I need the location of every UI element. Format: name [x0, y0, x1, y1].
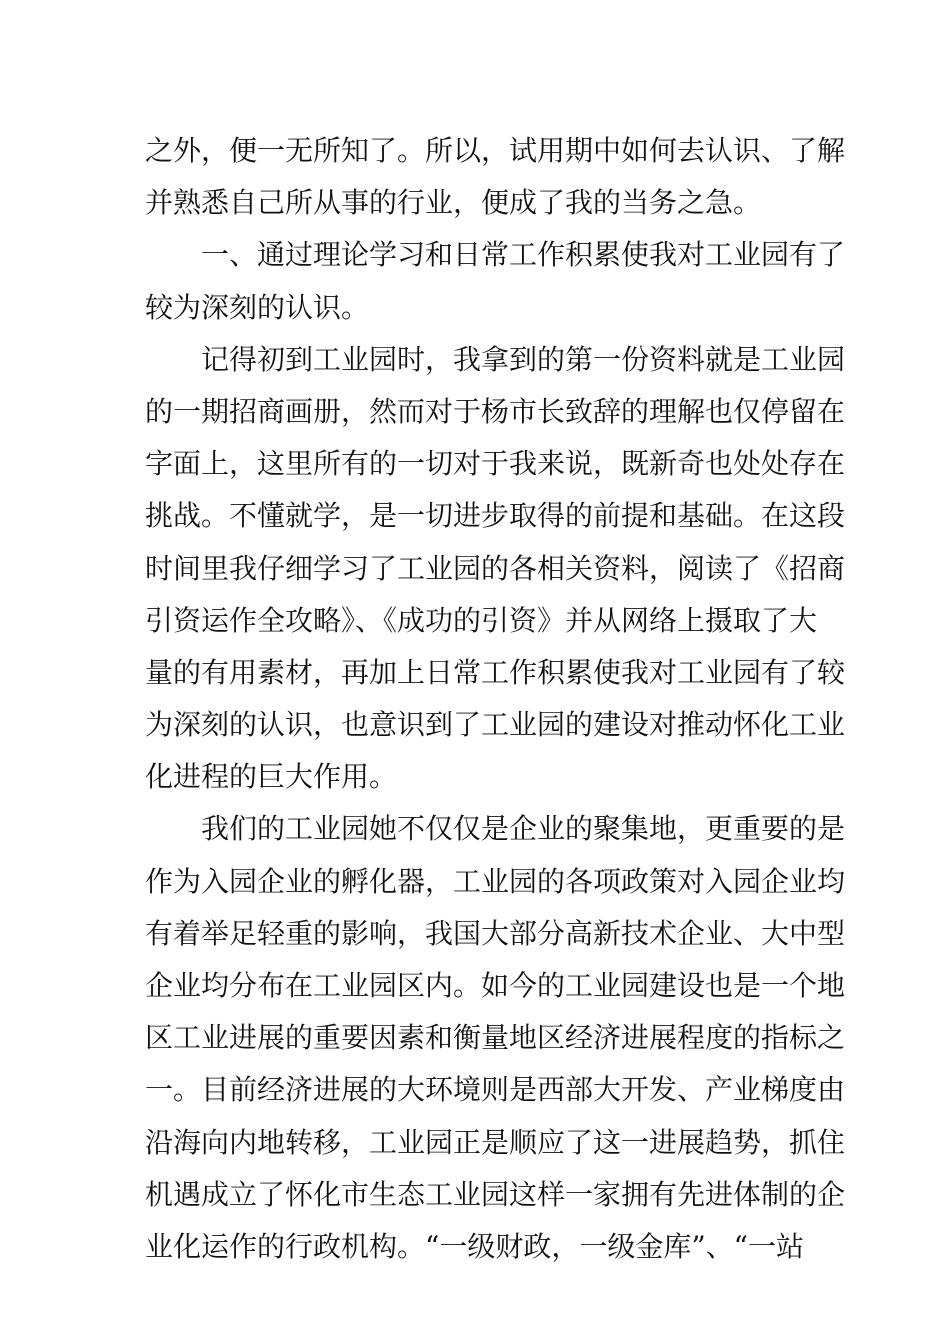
section-heading-line: 一、通过理论学习和日常工作积累使我对工业园有了: [201, 238, 846, 272]
text-line: 的一期招商画册，然而对于杨市长致辞的理解也仅停留在: [145, 394, 846, 428]
section-heading-line: 较为深刻的认识。: [145, 290, 370, 324]
text-line: 业化运作的行政机构。“一级财政，一级金库”、“一站: [145, 1229, 804, 1263]
text-line: 一。目前经济进展的大环境则是西部大开发、产业梯度由: [145, 1073, 846, 1107]
text-line: 企业均分布在工业园区内。如今的工业园建设也是一个地: [145, 969, 846, 1002]
text-line: 为深刻的认识，也意识到了工业园的建设对推动怀化工业: [145, 708, 846, 742]
text-line: 字面上，这里所有的一切对于我来说，既新奇也处处存在: [145, 447, 846, 481]
text-line: 并熟悉自己所从事的行业，便成了我的当务之急。: [145, 186, 762, 220]
text-line: 时间里我仔细学习了工业园的各相关资料，阅读了《招商: [145, 551, 846, 585]
text-line: 机遇成立了怀化市生态工业园这样一家拥有先进体制的企: [145, 1177, 846, 1211]
text-line: 我们的工业园她不仅仅是企业的聚集地，更重要的是: [201, 812, 846, 846]
document-body: [145, 125, 846, 1273]
text-line: 引资运作全攻略》、《成功的引资》并从网络上摄取了大: [145, 603, 818, 637]
text-line: 区工业进展的重要因素和衡量地区经济进展程度的指标之: [145, 1021, 846, 1055]
text-line: 有着举足轻重的影响，我国大部分高新技术企业、大中型: [145, 916, 846, 950]
text-line: 挑战。不懂就学，是一切进步取得的前提和基础。在这段: [145, 499, 846, 533]
text-line: 化进程的巨大作用。: [145, 760, 398, 794]
text-line: 作为入园企业的孵化器，工业园的各项政策对入园企业均: [145, 864, 846, 898]
text-line: 之外，便一无所知了。所以，试用期中如何去认识、了解: [145, 134, 846, 167]
text-line: 记得初到工业园时，我拿到的第一份资料就是工业园: [201, 342, 846, 376]
text-line: 量的有用素材，再加上日常工作积累使我对工业园有了较: [145, 655, 846, 689]
text-line: 沿海向内地转移，工业园正是顺应了这一进展趋势，抓住: [145, 1125, 846, 1159]
